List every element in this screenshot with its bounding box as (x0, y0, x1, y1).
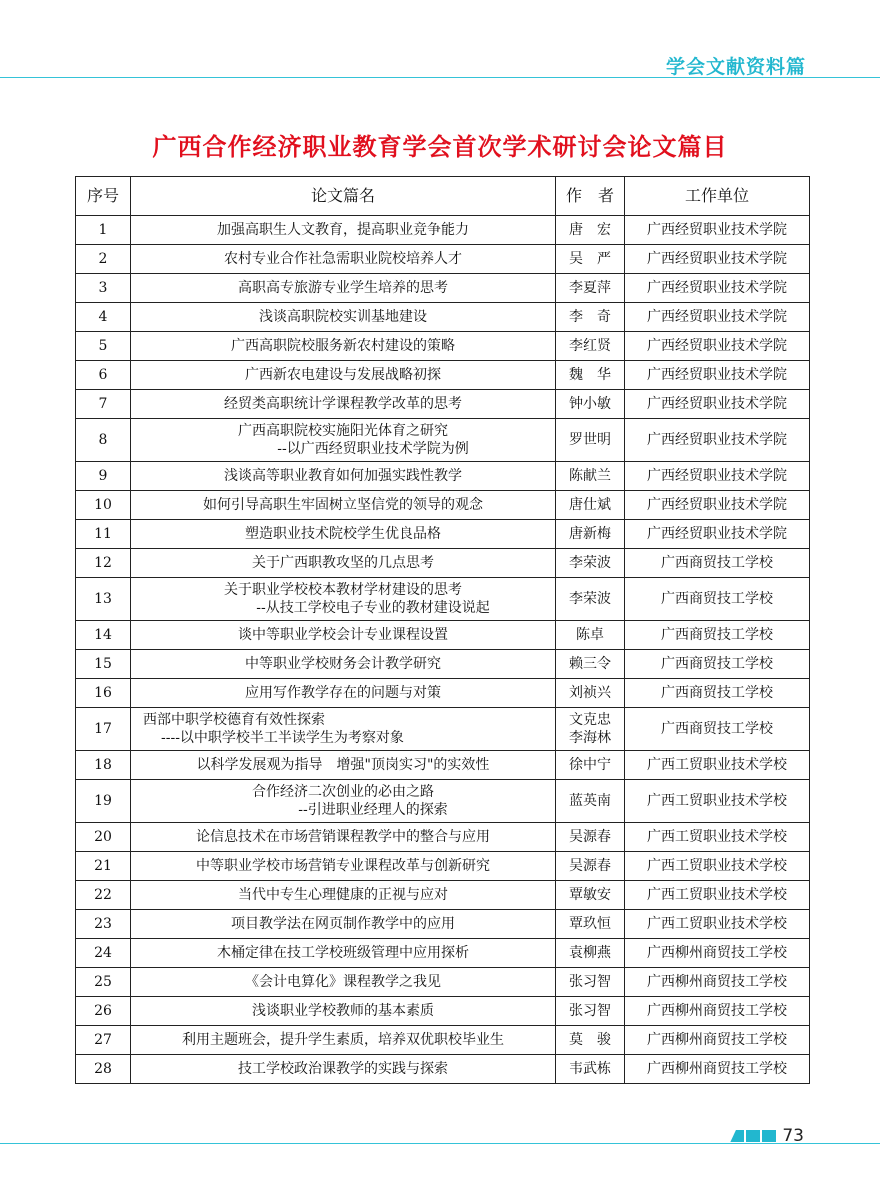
cell-title (131, 216, 556, 245)
paper-title: 浅谈高等职业教育如何加强实践性教学 (224, 468, 462, 484)
cell-author (556, 780, 625, 823)
cell-number: 27 (76, 1026, 131, 1055)
cell-number: 20 (76, 823, 131, 852)
cell-author (556, 462, 625, 491)
cell-number: 21 (76, 852, 131, 881)
cell-title (131, 1026, 556, 1055)
author-name: 罗世明 (569, 432, 611, 448)
paper-title: 中等职业学校财务会计教学研究 (245, 656, 441, 672)
author-name: 吴源春 (569, 829, 611, 845)
document-title: 广西合作经济职业教育学会首次学术研讨会论文篇目 (152, 133, 728, 161)
cell-title (131, 332, 556, 361)
table-row (76, 621, 810, 650)
cell-unit: 广西商贸技工学校 (625, 708, 810, 751)
cell-number: 24 (76, 939, 131, 968)
cell-number: 5 (76, 332, 131, 361)
paper-subtitle: --从技工学校电子专业的教材建设说起 (256, 600, 490, 616)
cell-unit: 广西柳州商贸技工学校 (625, 968, 810, 997)
cell-number: 19 (76, 780, 131, 823)
cell-title (131, 419, 556, 462)
paper-title: 高职高专旅游专业学生培养的思考 (238, 280, 448, 296)
cell-author (556, 390, 625, 419)
cell-title (131, 361, 556, 390)
cell-unit: 广西工贸职业技术学校 (625, 910, 810, 939)
cell-title (131, 708, 556, 751)
cell-number: 15 (76, 650, 131, 679)
cell-title (131, 520, 556, 549)
cell-title (131, 303, 556, 332)
section-label: 学会文献资料篇 (665, 56, 806, 78)
cell-author (556, 419, 625, 462)
table-row (76, 997, 810, 1026)
cell-number: 10 (76, 491, 131, 520)
cell-unit: 广西工贸职业技术学校 (625, 852, 810, 881)
cell-unit: 广西经贸职业技术学院 (625, 520, 810, 549)
table-row (76, 708, 810, 751)
cell-title (131, 462, 556, 491)
page-marker-block (730, 1130, 744, 1142)
author-name: 蓝英南 (569, 793, 611, 809)
cell-title (131, 245, 556, 274)
table-row (76, 216, 810, 245)
paper-title: 《会计电算化》课程教学之我见 (245, 974, 441, 990)
author-name: 刘祯兴 (569, 685, 611, 701)
author-name: 覃玖恒 (569, 916, 611, 932)
paper-title: 加强高职生人文教育，提高职业竞争能力 (217, 222, 469, 238)
cell-author (556, 621, 625, 650)
paper-title: 谈中等职业学校会计专业课程设置 (238, 627, 448, 643)
cell-unit: 广西经贸职业技术学院 (625, 491, 810, 520)
cell-unit: 广西商贸技工学校 (625, 621, 810, 650)
cell-author (556, 997, 625, 1026)
cell-author (556, 549, 625, 578)
cell-number: 12 (76, 549, 131, 578)
cell-unit: 广西柳州商贸技工学校 (625, 939, 810, 968)
column-header-author: 作 者 (556, 177, 625, 216)
table-row (76, 780, 810, 823)
cell-number: 11 (76, 520, 131, 549)
paper-title: 合作经济二次创业的必由之路 (252, 784, 434, 800)
paper-title: 论信息技术在市场营销课程教学中的整合与应用 (196, 829, 490, 845)
table-row (76, 303, 810, 332)
table-row (76, 1026, 810, 1055)
table-row (76, 491, 810, 520)
cell-number: 6 (76, 361, 131, 390)
author-name: 唐仕斌 (569, 497, 611, 513)
cell-number: 7 (76, 390, 131, 419)
cell-number: 17 (76, 708, 131, 751)
cell-number: 13 (76, 578, 131, 621)
cell-author (556, 491, 625, 520)
table-row (76, 419, 810, 462)
table-row (76, 939, 810, 968)
cell-number: 18 (76, 751, 131, 780)
author-name: 陈卓 (576, 627, 604, 643)
author-name: 陈献兰 (569, 468, 611, 484)
page-marker-block (762, 1130, 776, 1142)
author-name: 李荣波 (569, 591, 611, 607)
author-name: 赖三令 (569, 656, 611, 672)
cell-unit: 广西柳州商贸技工学校 (625, 997, 810, 1026)
cell-unit: 广西经贸职业技术学院 (625, 332, 810, 361)
cell-title (131, 910, 556, 939)
page-marker-block (746, 1130, 760, 1142)
cell-title (131, 968, 556, 997)
cell-author (556, 1055, 625, 1084)
cell-author (556, 968, 625, 997)
cell-unit: 广西经贸职业技术学院 (625, 274, 810, 303)
paper-title: 浅谈高职院校实训基地建设 (259, 309, 427, 325)
paper-title: 利用主题班会，提升学生素质，培养双优职校毕业生 (182, 1032, 504, 1048)
paper-title: 如何引导高职生牢固树立坚信党的领导的观念 (203, 497, 483, 513)
cell-unit: 广西商贸技工学校 (625, 650, 810, 679)
paper-title: 广西高职院校实施阳光体育之研究 (238, 423, 448, 439)
author-name: 莫 骏 (569, 1032, 611, 1048)
cell-number: 9 (76, 462, 131, 491)
cell-number: 4 (76, 303, 131, 332)
paper-title: 项目教学法在网页制作教学中的应用 (231, 916, 455, 932)
cell-unit: 广西经贸职业技术学院 (625, 303, 810, 332)
cell-author (556, 751, 625, 780)
table-row (76, 823, 810, 852)
table-row (76, 332, 810, 361)
cell-author (556, 361, 625, 390)
author-name: 张习智 (569, 974, 611, 990)
cell-author (556, 303, 625, 332)
cell-unit: 广西工贸职业技术学校 (625, 751, 810, 780)
paper-title: 广西新农电建设与发展战略初探 (245, 367, 441, 383)
author-name: 李夏萍 (569, 280, 611, 296)
paper-subtitle: --引进职业经理人的探索 (298, 802, 448, 818)
cell-title (131, 997, 556, 1026)
cell-title (131, 881, 556, 910)
cell-unit: 广西工贸职业技术学校 (625, 881, 810, 910)
author-name: 吴源春 (569, 858, 611, 874)
author-name: 韦武栋 (569, 1061, 611, 1077)
cell-number: 28 (76, 1055, 131, 1084)
author-name: 魏 华 (569, 367, 611, 383)
cell-title (131, 549, 556, 578)
cell-author (556, 881, 625, 910)
cell-title (131, 650, 556, 679)
paper-title: 经贸类高职统计学课程教学改革的思考 (224, 396, 462, 412)
author-name: 李红贤 (569, 338, 611, 354)
cell-title (131, 780, 556, 823)
cell-author (556, 578, 625, 621)
cell-unit: 广西经贸职业技术学院 (625, 462, 810, 491)
cell-title (131, 578, 556, 621)
cell-unit: 广西商贸技工学校 (625, 578, 810, 621)
cell-number: 14 (76, 621, 131, 650)
author-name: 李 奇 (569, 309, 611, 325)
author-name: 张习智 (569, 1003, 611, 1019)
cell-title (131, 939, 556, 968)
paper-title: 以科学发展观为指导 增强"顶岗实习"的实效性 (196, 757, 490, 773)
paper-subtitle: ----以中职学校半工半读学生为考察对象 (161, 730, 404, 746)
cell-title (131, 852, 556, 881)
cell-unit: 广西工贸职业技术学校 (625, 780, 810, 823)
cell-author (556, 1026, 625, 1055)
paper-title: 应用写作教学存在的问题与对策 (245, 685, 441, 701)
cell-author (556, 823, 625, 852)
cell-title (131, 679, 556, 708)
table-row (76, 520, 810, 549)
cell-title (131, 390, 556, 419)
paper-title: 西部中职学校德育有效性探索 (143, 712, 325, 728)
cell-author (556, 520, 625, 549)
cell-author (556, 274, 625, 303)
cell-author (556, 216, 625, 245)
cell-unit: 广西柳州商贸技工学校 (625, 1026, 810, 1055)
cell-author (556, 650, 625, 679)
paper-title: 关于广西职教攻坚的几点思考 (252, 555, 434, 571)
cell-unit: 广西柳州商贸技工学校 (625, 1055, 810, 1084)
cell-author (556, 679, 625, 708)
table-row (76, 881, 810, 910)
cell-number: 26 (76, 997, 131, 1026)
cell-title (131, 621, 556, 650)
author-name: 徐中宁 (569, 757, 611, 773)
cell-title (131, 823, 556, 852)
table-row (76, 650, 810, 679)
column-header-unit: 工作单位 (625, 177, 810, 216)
table-row (76, 910, 810, 939)
page-marker (730, 1126, 804, 1146)
author-name: 覃敏安 (569, 887, 611, 903)
cell-title (131, 1055, 556, 1084)
cell-title (131, 751, 556, 780)
page-number: 73 (782, 1126, 804, 1146)
cell-author (556, 939, 625, 968)
author-name: 吴 严 (569, 251, 611, 267)
table-row (76, 390, 810, 419)
paper-title: 中等职业学校市场营销专业课程改革与创新研究 (196, 858, 490, 874)
cell-title (131, 491, 556, 520)
author-name: 李荣波 (569, 555, 611, 571)
cell-unit: 广西经贸职业技术学院 (625, 390, 810, 419)
paper-title: 塑造职业技术院校学生优良品格 (245, 526, 441, 542)
cell-number: 25 (76, 968, 131, 997)
table-row (76, 578, 810, 621)
paper-title: 关于职业学校校本教材学材建设的思考 (224, 582, 462, 598)
papers-table (75, 176, 810, 1084)
column-header-number: 序号 (76, 177, 131, 216)
cell-number: 3 (76, 274, 131, 303)
cell-author (556, 332, 625, 361)
paper-title: 木桶定律在技工学校班级管理中应用探析 (217, 945, 469, 961)
cell-number: 1 (76, 216, 131, 245)
table-row (76, 968, 810, 997)
paper-subtitle: --以广西经贸职业技术学院为例 (277, 441, 469, 457)
table-row (76, 245, 810, 274)
table-row (76, 462, 810, 491)
cell-unit: 广西商贸技工学校 (625, 549, 810, 578)
cell-author (556, 708, 625, 751)
cell-unit: 广西工贸职业技术学校 (625, 823, 810, 852)
cell-unit: 广西商贸技工学校 (625, 679, 810, 708)
cell-author (556, 245, 625, 274)
author-name: 钟小敏 (569, 396, 611, 412)
table-row (76, 679, 810, 708)
cell-number: 22 (76, 881, 131, 910)
cell-author (556, 910, 625, 939)
cell-number: 2 (76, 245, 131, 274)
table-row (76, 1055, 810, 1084)
author-name: 文克忠 (569, 712, 611, 728)
cell-unit: 广西经贸职业技术学院 (625, 361, 810, 390)
paper-title: 技工学校政治课教学的实践与探索 (238, 1061, 448, 1077)
paper-title: 农村专业合作社急需职业院校培养人才 (224, 251, 462, 267)
author-name: 唐新梅 (569, 526, 611, 542)
cell-unit: 广西经贸职业技术学院 (625, 419, 810, 462)
author-name: 李海林 (569, 730, 611, 746)
author-name: 袁柳燕 (569, 945, 611, 961)
table-row (76, 751, 810, 780)
cell-number: 8 (76, 419, 131, 462)
cell-number: 23 (76, 910, 131, 939)
table-row (76, 274, 810, 303)
author-name: 唐 宏 (569, 222, 611, 238)
table-row (76, 361, 810, 390)
table-row (76, 549, 810, 578)
column-header-title: 论文篇名 (131, 177, 556, 216)
cell-title (131, 274, 556, 303)
table-header-row (76, 177, 810, 216)
cell-number: 16 (76, 679, 131, 708)
cell-author (556, 852, 625, 881)
table-body (76, 216, 810, 1084)
table-row (76, 852, 810, 881)
paper-title: 广西高职院校服务新农村建设的策略 (231, 338, 455, 354)
cell-unit: 广西经贸职业技术学院 (625, 216, 810, 245)
paper-title: 浅谈职业学校教师的基本素质 (252, 1003, 434, 1019)
cell-unit: 广西经贸职业技术学院 (625, 245, 810, 274)
paper-title: 当代中专生心理健康的正视与应对 (238, 887, 448, 903)
